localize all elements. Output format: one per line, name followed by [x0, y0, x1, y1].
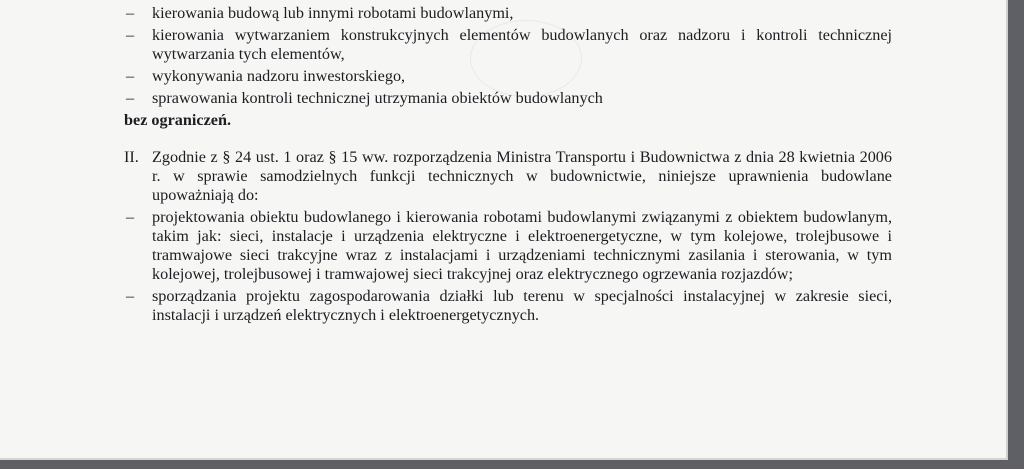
list-item: – wykonywania nadzoru inwestorskiego, [126, 67, 406, 85]
list-item: – kierowania budową lub innymi robotami budowlanymi, [126, 4, 514, 22]
section-text: Zgodnie z § 24 ust. 1 oraz § 15 ww. rozporządzenia Ministra Transportu i Budownictwa z dnia 28 kwietnia 2006 r. w sprawie samodzielnych funkcji technicznych w budownictwie, niniejsze uprawnienia budowlane upoważniają do: [152, 148, 892, 204]
dash-bullet: – [126, 89, 135, 107]
dash-bullet: – [126, 287, 135, 305]
list-item: – sporządzania projektu zagospodarowania działki lub terenu w specjalności instalacyjnej w zakresie sieci, instalacji i urządzeń elektrycznych i elektroenergetycznych. [126, 287, 892, 324]
section-number: II. [124, 148, 139, 166]
dash-bullet: – [126, 208, 135, 226]
dash-bullet: – [126, 67, 135, 85]
document-content [124, 4, 892, 328]
section-ii-list [124, 208, 892, 325]
dash-bullet: – [126, 4, 135, 22]
list-item: – projektowania obiektu budowlanego i kierowania robotami budowlanymi związanymi z obiektem budowlanym, takim jak: sieci, instalacje i urządzenia elektryczne i elektroenergetyczne, w tym kolejowe, trolejbusowe i tramwajowe sieci trakcyjne wraz z instalacjami i urządzeniami technicznymi zasilania i sterowania, w tym kolejowej, trolejbusowej i tramwajowej sieci trakcyjnej oraz elektrycznego ogrzewania rozjazdów; [126, 208, 892, 283]
scope-list [124, 4, 892, 108]
section-ii [124, 148, 892, 205]
dash-bullet: – [126, 26, 135, 44]
no-limits-statement: bez ograniczeń. [124, 111, 231, 129]
list-item: – sprawowania kontroli technicznej utrzymania obiektów budowlanych [126, 89, 603, 107]
list-item: – kierowania wytwarzaniem konstrukcyjnych elementów budowlanych oraz nadzoru i kontroli technicznej wytwarzania tych elementów, [126, 26, 892, 63]
